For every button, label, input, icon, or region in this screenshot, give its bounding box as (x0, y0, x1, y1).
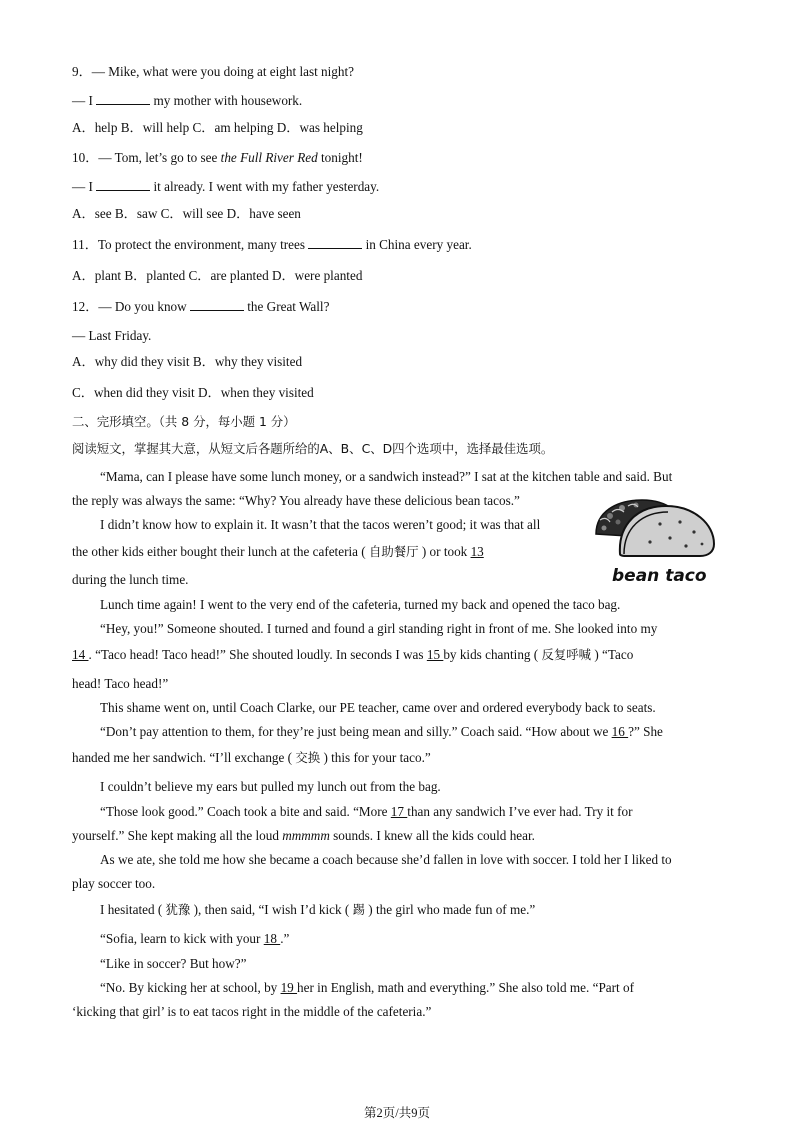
passage-line: ‘kicking that girl’ is to eat tacos right in the middle of the cafeteria.” (72, 1004, 432, 1019)
page-number: 第2页/共9页 (364, 1106, 430, 1120)
q10-blank (96, 178, 150, 191)
q12-options-2: C．when did they visit D．when they visited (72, 385, 314, 400)
q11-blank (308, 236, 362, 249)
passage-line: This shame went on, until Coach Clarke, our PE teacher, came over and ordered everybody back to seats. (100, 700, 656, 715)
passage-line: “Sofia, learn to kick with your 18 .” (100, 931, 290, 946)
passage-line: “Don’t pay attention to them, for they’re just being mean and silly.” Coach said. “How about we 16 ?” She (100, 724, 663, 739)
passage-line: I couldn’t believe my ears but pulled my lunch out from the bag. (100, 779, 441, 794)
blank-18: 18 (263, 931, 281, 946)
taco-caption: bean taco (612, 566, 707, 586)
blank-13: 13 (470, 544, 484, 559)
blank-14: 14 (72, 647, 89, 662)
passage-line: head! Taco head!” (72, 676, 169, 691)
q12-reply: — Last Friday. (72, 328, 152, 343)
q10-stem: 10．— Tom, let’s go to see the Full River Red tonight! (72, 150, 363, 165)
blank-15: 15 (426, 647, 444, 662)
passage-line: handed me her sandwich. “I’ll exchange ( 交换 ) this for your taco.” (72, 750, 431, 765)
passage-line: the reply was always the same: “Why? You already have these delicious bean tacos.” (72, 493, 520, 508)
passage-line: I hesitated ( 犹豫 ), then said, “I wish I’d kick ( 踢 ) the girl who made fun of me.” (100, 902, 536, 917)
passage-line: “No. By kicking her at school, by 19 her in English, math and everything.” She also told me. “Part of (100, 980, 634, 995)
q9-reply: — I my mother with housework. (72, 93, 303, 108)
passage-line: As we ate, she told me how she became a coach because she’d fallen in love with soccer. I told her I liked to (100, 852, 672, 867)
q10-options: A．see B．saw C．will see D．have seen (72, 206, 301, 221)
blank-16: 16 (611, 724, 629, 739)
passage-line: Lunch time again! I went to the very end of the cafeteria, turned my back and opened the taco bag. (100, 597, 621, 612)
passage-line: the other kids either bought their lunch at the cafeteria ( 自助餐厅 ) or took 13 (72, 544, 484, 559)
passage-line: play soccer too. (72, 876, 156, 891)
passage-line: I didn’t know how to explain it. It wasn’t that the tacos weren’t good; it was that all (100, 517, 541, 532)
q12-blank (190, 298, 244, 311)
passage-line: “Like in soccer? But how?” (100, 956, 247, 971)
passage-line: during the lunch time. (72, 572, 189, 587)
blank-19: 19 (280, 980, 298, 995)
q11-options: A．plant B．planted C．are planted D．were planted (72, 268, 363, 283)
passage-line: “Those look good.” Coach took a bite and said. “More 17 than any sandwich I’ve ever had. Try it for (100, 804, 633, 819)
passage-line: 14 . “Taco head! Taco head!” She shouted loudly. In seconds I was 15 by kids chanting ( 反复呼喊 ) “Taco (72, 647, 634, 662)
section2-instruction: 阅读短文，掌握其大意，从短文后各题所给的A、B、C、D四个选项中，选择最佳选项。 (72, 441, 554, 456)
blank-17: 17 (390, 804, 408, 819)
q12-options-1: A．why did they visit B．why they visited (72, 354, 303, 369)
q12-stem: 12．— Do you know the Great Wall? (72, 299, 330, 314)
q9-options: A．help B．will help C．am helping D．was helping (72, 120, 363, 135)
passage-line: yourself.” She kept making all the loud mmmmm sounds. I knew all the kids could hear. (72, 828, 535, 843)
q10-reply: — I it already. I went with my father yesterday. (72, 179, 380, 194)
q9-blank (96, 92, 150, 105)
passage-line: “Hey, you!” Someone shouted. I turned and found a girl standing right in front of me. She looked into my (100, 621, 658, 636)
section2-heading: 二、完形填空。（共 8 分，每小题 1 分） (72, 414, 296, 429)
passage-line: “Mama, can I please have some lunch money, or a sandwich instead?” I sat at the kitchen table and said. But (100, 469, 673, 484)
q9-stem: 9．— Mike, what were you doing at eight last night? (72, 64, 355, 79)
q11-stem: 11．To protect the environment, many trees in China every year. (72, 237, 472, 252)
taco-illustration-icon (590, 494, 720, 560)
